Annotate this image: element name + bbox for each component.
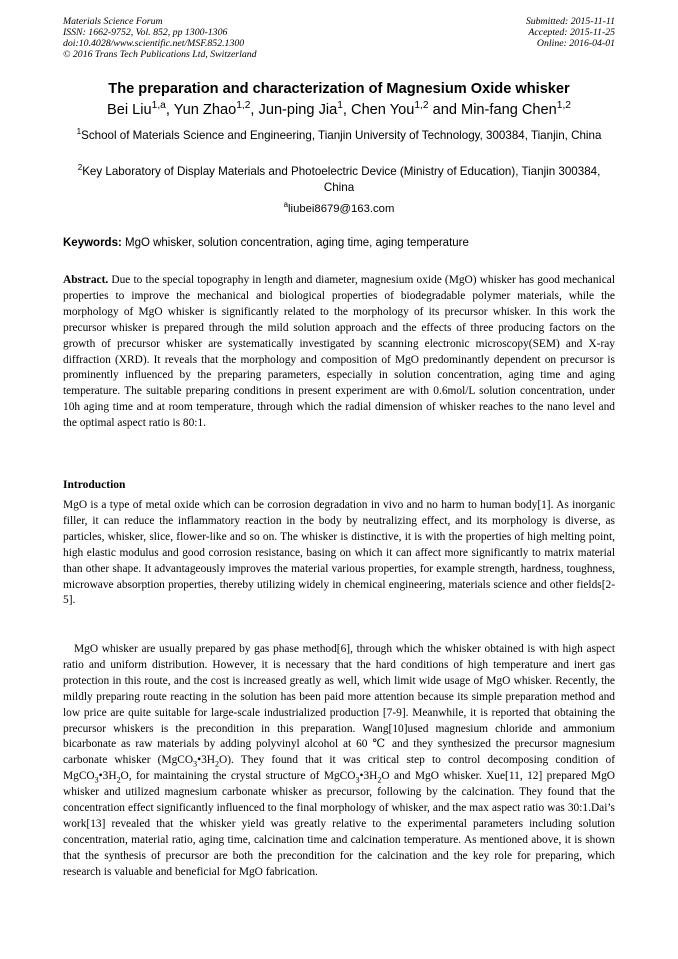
author-name: Chen You <box>351 102 415 118</box>
author-name: Jun-ping Jia <box>258 102 338 118</box>
text-run: MgO whisker are usually prepared by gas phase method[6], through which the whisker obtained is with high aspect ratio and uniform distribution. However, it is necessary that the hard conditions of high temperature and inert gas protection in this route, and the cost is increased greatly as well, which limit wide usage of MgO whisker. Recently, the mildly preparing route reacting in the solution has been paid more attention because its simple preparation method and low price are quite suitable for large-scale industrialized production [7-9]. Meanwhile, it is reported that obtaining the precursor whiskers is the precondition in this preparation. Wang[10]used magnesium chloride and ammonium bicarbonate as raw materials by adding polyvinyl alcohol at 60 ℃ and they synthesized the precursor magnesium carbonate whisker (MgCO <box>63 643 615 767</box>
abstract <box>63 273 615 432</box>
author-affiliation-mark: 1,a <box>151 100 166 112</box>
text-run: •3H <box>98 770 117 783</box>
text-run: O and MgO whisker. Xue[11, 12] prepared MgO whisker and utilized magnesium carbonate whisker as precursor, following by the calcination. They found that the concentration effect significantly influenced to the final morphology of whisker, and the max aspect ratio was 30:1.Dai’s work[13] revealed that the whisker yield was greatly relative to the experimental parameters including solution concentration, material ratio, aging time, calcination time and calcination temperature. As mentioned above, it is shown that the synthesis of precursor are both the precondition for the calcination and the key role for preparing, which research is valuable and beneficial for MgO fabrication. <box>63 770 615 878</box>
author-separator: , <box>342 102 352 118</box>
subscript: 2 <box>215 759 219 769</box>
intro-paragraph-1: MgO is a type of metal oxide which can be corrosion degradation in vivo and no harm to human body[1]. As inorganic filler, it can reduce the inflammatory reaction in the body by neutralizing effect, and its morphology is diverse, as particles, whisker, slice, flower-like and so on. The whisker is distinctive, it is with the properties of high melting point, high elastic modulus and good corrosion resistance, basing on which it can affect more significantly to matrix material than other shape. It advantageously improves the material various properties, for example strength, hardness, toughness, microwave absorption properties, thereby utilizing widely in chemical engineering, materials science and other fields[2-5]. <box>63 499 615 607</box>
subscript: 3 <box>94 775 99 785</box>
text-run: •3H <box>359 770 378 783</box>
affiliation-mark: 2 <box>77 163 83 173</box>
subscript: 2 <box>377 775 382 785</box>
author-separator: , <box>250 102 259 118</box>
corresponding-email[interactable] <box>0 200 678 215</box>
author-affiliation-mark: 1,2 <box>236 100 251 112</box>
affiliation-text: School of Materials Science and Engineering, Tianjin University of Technology, 300384, Tianjin, China <box>81 129 602 142</box>
doi-line: doi:10.4028/www.scientific.net/MSF.852.1300 <box>63 38 245 49</box>
author-affiliation-mark: 1,2 <box>556 100 571 112</box>
submitted-date: Submitted: 2015-11-11 <box>525 16 615 27</box>
email-address[interactable]: liubei8679@163.com <box>288 203 395 215</box>
author-name: Bei Liu <box>107 102 152 118</box>
keywords-label: Keywords: <box>63 237 122 249</box>
affiliation-mark: 1 <box>76 127 82 137</box>
accepted-date: Accepted: 2015-11-25 <box>528 27 615 38</box>
subscript: 3 <box>355 775 360 785</box>
affiliation-2 <box>63 164 615 196</box>
subscript: 3 <box>193 759 198 769</box>
author-separator: and <box>428 102 462 118</box>
section-heading-introduction: Introduction <box>63 479 126 491</box>
text-run: O). They found that it was critical step to control decomposing condition of MgCO <box>63 754 615 783</box>
abstract-label: Abstract. <box>63 274 109 286</box>
abstract-text: Due to the special topography in length and diameter, magnesium oxide (MgO) whisker has good mechanical properties to improve the mechanical and biological properties of biodegradable polymer materials, while the morphology of MgO whisker is significantly related to the morphology of its precursor whisker. In this work the precursor whisker is prepared through the mild solution approach and the effects of three producing factors on the growth of precursor whisker are systematically investigated by scanning electronic microscopy(SEM) and X-ray diffraction (XRD). It reveals that the morphology and composition of MgO predominantly dependent on precursor is prominently influenced by the preparing parameters, especially in solution concentration, aging time and aging temperature. The suitable preparing conditions in present experiment are with 0.6mol/L solution concentration, under 10h aging time and at room temperature, through which the radial dimension of whisker reaches to the nano level and the optimal aspect ratio is 80:1. <box>63 274 615 430</box>
affiliation-text: Key Laboratory of Display Materials and Photoelectric Device (Ministry of Education), Tianjin 300384, China <box>82 165 601 194</box>
subscript: 2 <box>116 775 121 785</box>
author-list <box>0 102 678 118</box>
issn-line: ISSN: 1662-9752, Vol. 852, pp 1300-1306 <box>63 27 228 38</box>
affiliation-1 <box>63 128 615 144</box>
text-run: O, for maintaining the crystal structure of MgCO <box>120 770 356 783</box>
author-separator: , <box>165 102 174 118</box>
text-run: •3H <box>197 754 215 767</box>
email-mark: a <box>283 200 289 210</box>
author-affiliation-mark: 1,2 <box>414 100 429 112</box>
keywords <box>63 237 615 249</box>
author-name: Min-fang Chen <box>461 102 557 118</box>
copyright-line: © 2016 Trans Tech Publications Ltd, Switzerland <box>63 49 257 60</box>
intro-paragraph-2 <box>63 642 615 881</box>
journal-info <box>63 16 257 60</box>
author-affiliation-mark: 1 <box>337 100 343 112</box>
paper-title: The preparation and characterization of Magnesium Oxide whisker <box>108 81 570 97</box>
author-name: Yun Zhao <box>173 102 237 118</box>
journal-name: Materials Science Forum <box>63 16 163 27</box>
online-date: Online: 2016-04-01 <box>536 38 615 49</box>
dates-info <box>526 16 615 49</box>
keywords-text: MgO whisker, solution concentration, aging time, aging temperature <box>121 237 469 249</box>
